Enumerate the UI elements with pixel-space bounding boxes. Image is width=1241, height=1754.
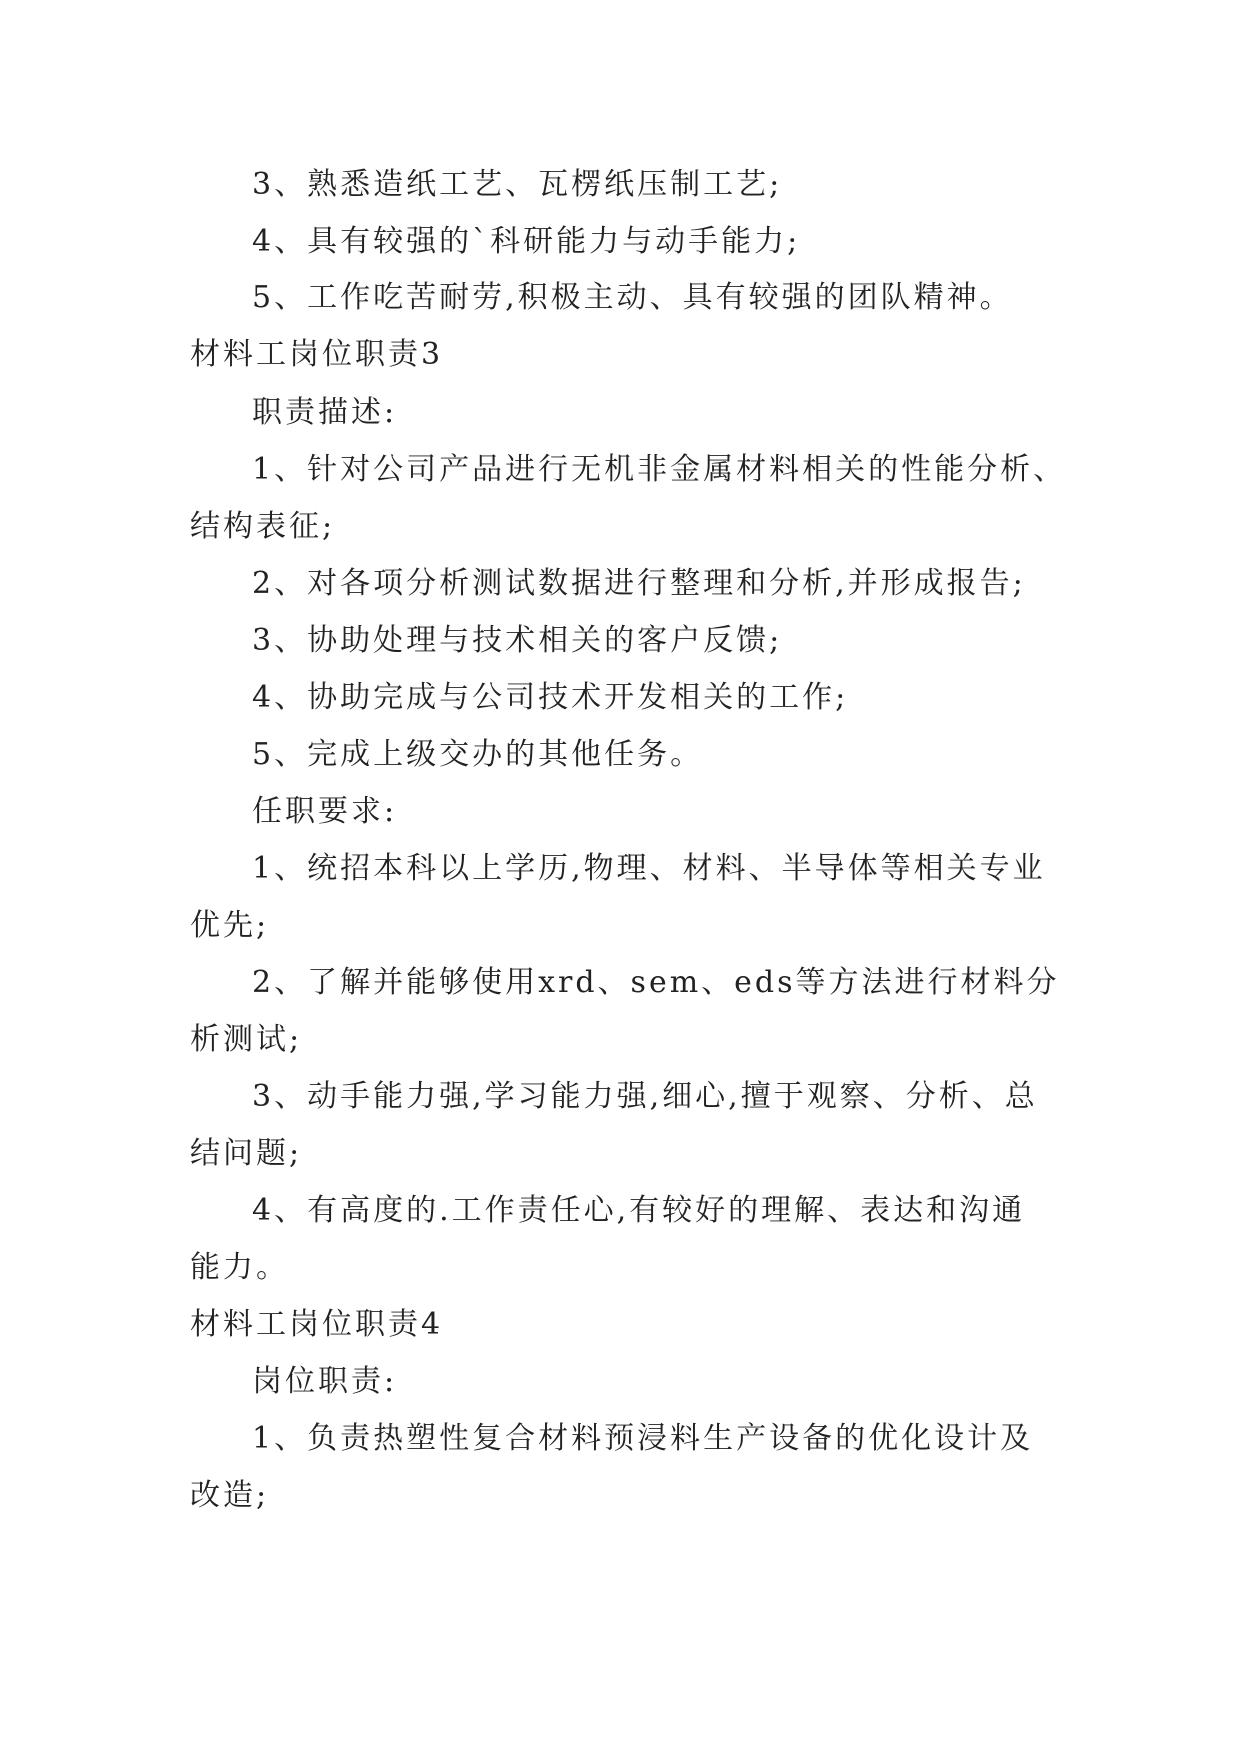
subheading: 职责描述: <box>252 395 398 430</box>
list-item: 2、对各项分析测试数据进行整理和分析,并形成报告; <box>252 566 1026 601</box>
list-item: 1、针对公司产品进行无机非金属材料相关的性能分析、 <box>252 452 1067 487</box>
list-item: 4、具有较强的`科研能力与动手能力; <box>252 224 801 259</box>
subheading: 岗位职责: <box>252 1364 398 1399</box>
list-item-continuation: 能力。 <box>190 1250 289 1285</box>
list-item: 5、完成上级交办的其他任务。 <box>252 737 704 772</box>
list-item-continuation: 析测试; <box>190 1022 303 1057</box>
list-item-continuation: 改造; <box>190 1478 270 1513</box>
list-item: 1、负责热塑性复合材料预浸料生产设备的优化设计及 <box>252 1421 1034 1456</box>
section-heading: 材料工岗位职责3 <box>190 337 444 372</box>
list-item: 4、协助完成与公司技术开发相关的工作; <box>252 680 849 715</box>
list-item: 1、统招本科以上学历,物理、材料、半导体等相关专业 <box>252 851 1046 886</box>
list-item: 3、动手能力强,学习能力强,细心,擅于观察、分析、总 <box>252 1079 1038 1114</box>
section-heading: 材料工岗位职责4 <box>190 1307 444 1342</box>
list-item-continuation: 结问题; <box>190 1136 303 1171</box>
subheading: 任职要求: <box>252 794 398 829</box>
list-item-continuation: 结构表征; <box>190 509 336 544</box>
list-item: 5、工作吃苦耐劳,积极主动、具有较强的团队精神。 <box>252 280 1013 315</box>
list-item: 3、熟悉造纸工艺、瓦楞纸压制工艺; <box>252 167 783 202</box>
list-item-continuation: 优先; <box>190 908 270 943</box>
list-item: 4、有高度的.工作责任心,有较好的理解、表达和沟通 <box>252 1193 1026 1228</box>
list-item: 2、了解并能够使用xrd、sem、eds等方法进行材料分 <box>252 965 1060 1000</box>
list-item: 3、协助处理与技术相关的客户反馈; <box>252 623 783 658</box>
